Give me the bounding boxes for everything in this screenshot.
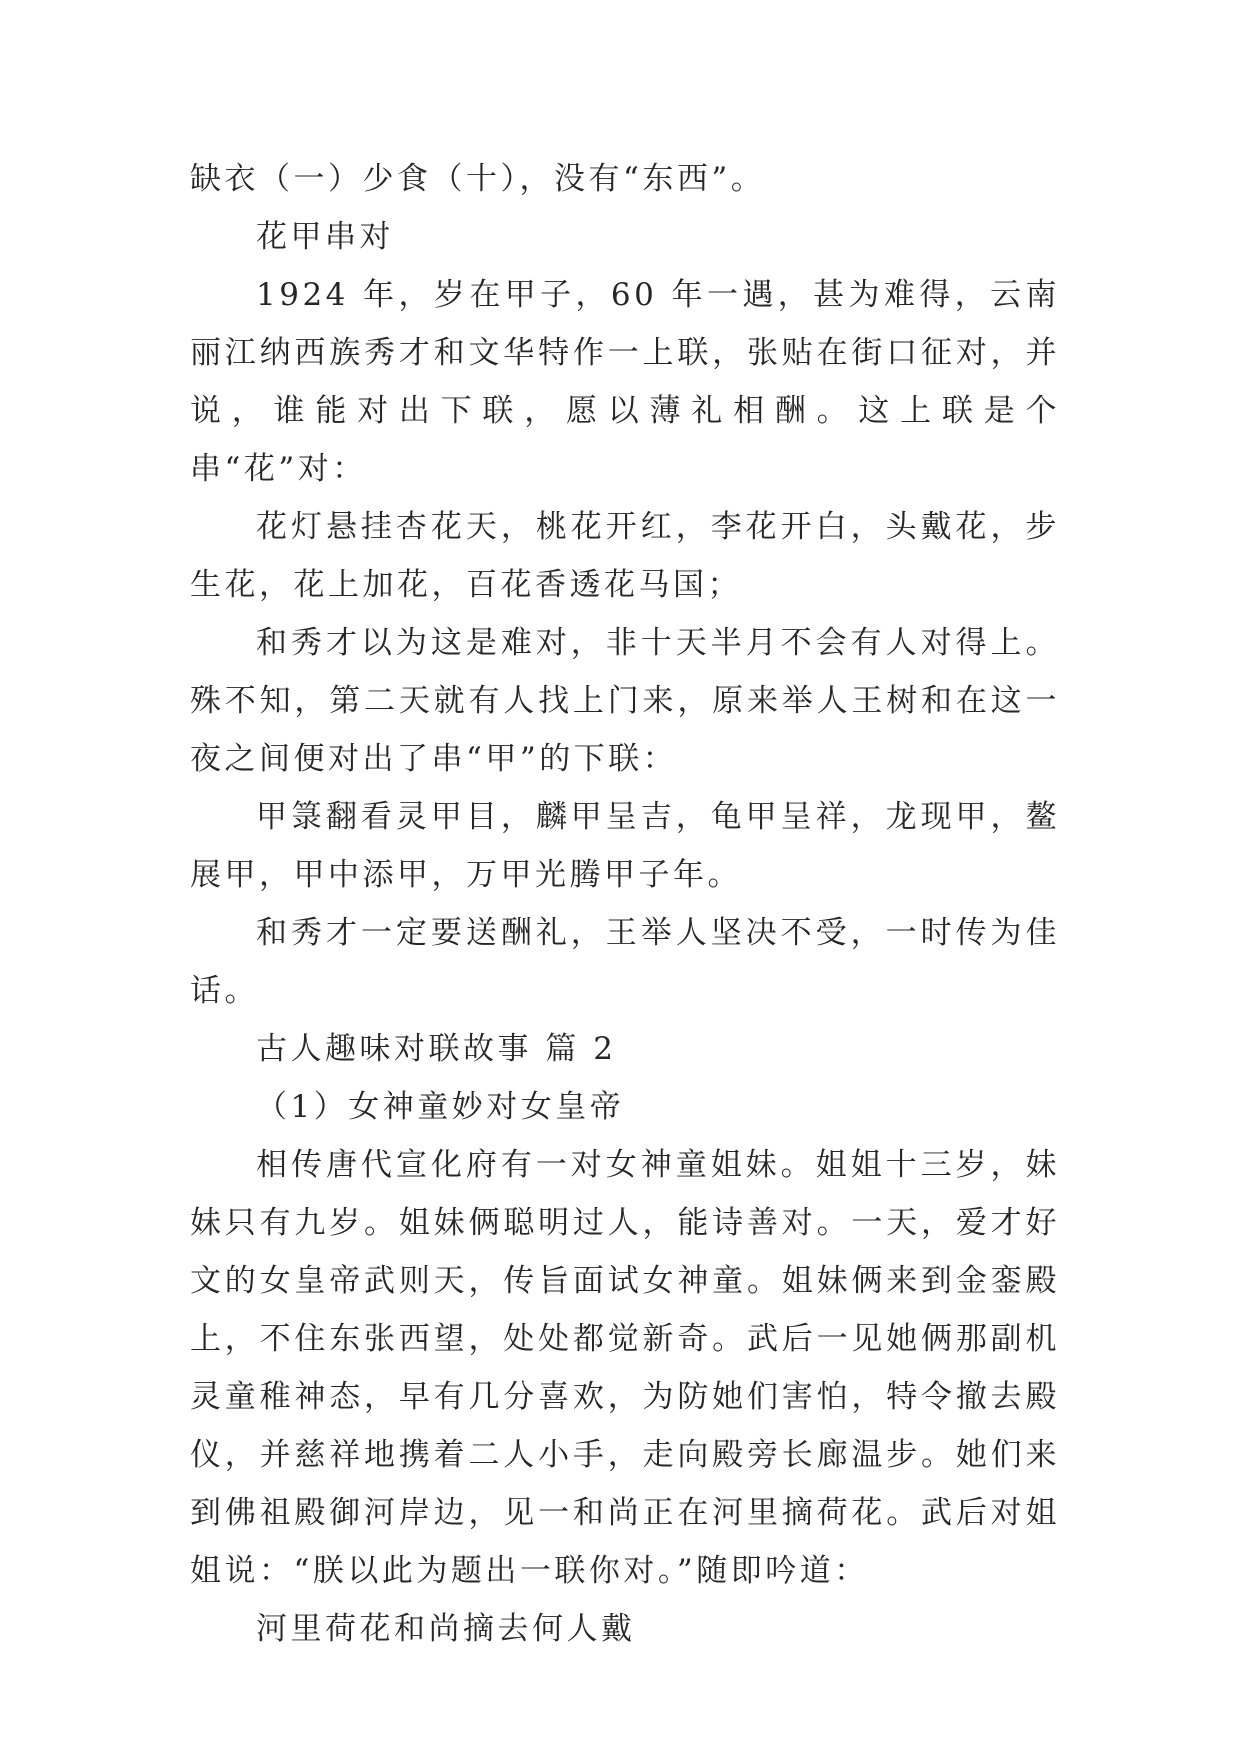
paragraph: 和秀才以为这是难对，非十天半月不会有人对得上。殊不知，第二天就有人找上门来，原来举人王树和在这一夜之间便对出了串“甲”的下联：: [190, 625, 1060, 777]
couplet-second-line: 甲箓翻看灵甲目，麟甲呈吉，龟甲呈祥，龙现甲，鳌展甲，甲中添甲，万甲光腾甲子年。: [190, 799, 1060, 893]
couplet-line: 河里荷花和尚摘去何人戴: [256, 1611, 636, 1647]
subsection-title: （1）女神童妙对女皇帝: [256, 1089, 625, 1125]
paragraph: 和秀才一定要送酬礼，王举人坚决不受，一时传为佳话。: [190, 915, 1060, 1009]
paragraph-continuation: 缺衣（一）少食（十），没有“东西”。: [190, 161, 766, 197]
paragraph: 相传唐代宣化府有一对女神童姐妹。姐姐十三岁，妹妹只有九岁。姐妹俩聪明过人，能诗善对。一天，爱才好文的女皇帝武则天，传旨面试女神童。姐妹俩来到金銮殿上，不住东张西望，处处都觉新奇。武后一见她俩那副机灵童稚神态，早有几分喜欢，为防她们害怕，特令撤去殿仪，并慈祥地携着二人小手，走向殿旁长廊温步。她们来到佛祖殿御河岸边，见一和尚正在河里摘荷花。武后对姐姐说：“朕以此为题出一联你对。”随即吟道：: [190, 1147, 1060, 1589]
paragraph: 1924 年，岁在甲子，60 年一遇，甚为难得，云南丽江纳西族秀才和文华特作一上联，张贴在街口征对，并说，谁能对出下联，愿以薄礼相酬。这上联是个串“花”对：: [190, 277, 1060, 487]
section-title-huajia-chuandui: 花甲串对: [256, 219, 394, 255]
section-title-part-2: 古人趣味对联故事 篇 2: [256, 1031, 617, 1067]
document-body: [190, 150, 1060, 1658]
couplet-first-line: 花灯悬挂杏花天，桃花开红，李花开白，头戴花，步生花，花上加花，百花香透花马国；: [190, 509, 1060, 603]
